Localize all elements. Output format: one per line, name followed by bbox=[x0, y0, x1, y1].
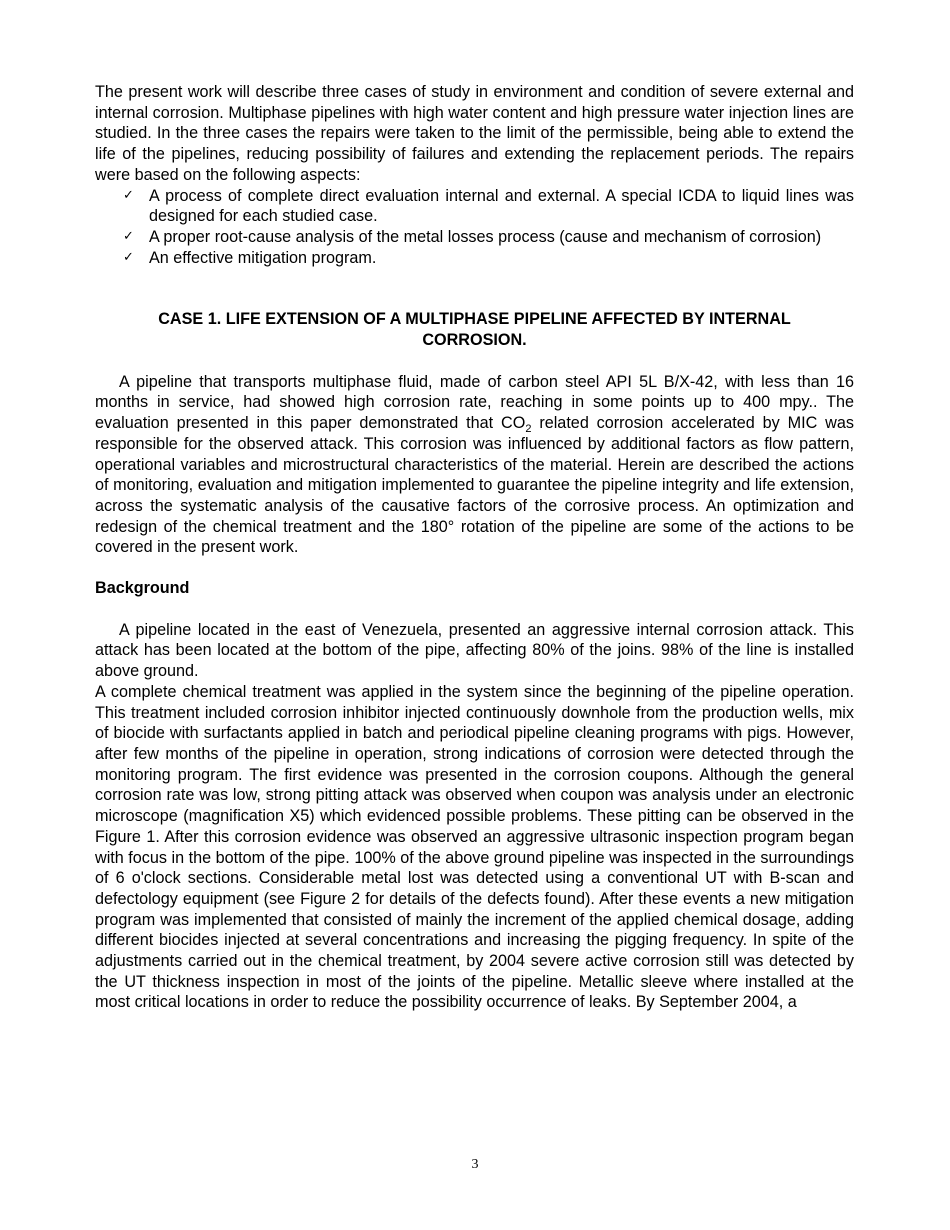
case-1-abstract-part1: A pipeline that transports multiphase fluid, made of carbon steel API 5L B/X-42, with less than 16 months in service, had showed high corrosion rate, reaching in some points up to 400 mpy.. The evaluation presented in this paper demonstrated that CO bbox=[95, 372, 854, 433]
check-icon: ✓ bbox=[123, 228, 134, 244]
case-1-heading: CASE 1. LIFE EXTENSION OF A MULTIPHASE PIPELINE AFFECTED BY INTERNAL CORROSION. bbox=[158, 310, 791, 350]
background-paragraph-2: A complete chemical treatment was applied in the system since the beginning of the pipeline operation. This treatment included corrosion inhibitor injected continuously downhole from the production wells, mix of biocide with surfactants applied in batch and periodical pipeline cleaning programs with pigs. However, after few months of the pipeline in operation, strong indications of corrosion were detected through the monitoring program. The first evidence was presented in the corrosion coupons. Although the general corrosion rate was low, strong pitting attack was observed when coupon was analysis under an electronic microscope (magnification X5) which evidenced possible problems. These pitting can be observed in the Figure 1. After this corrosion evidence was observed an aggressive ultrasonic inspection program began with focus in the bottom of the pipe. 100% of the above ground pipeline was inspected in the surroundings of 6 o'clock sections. Considerable metal lost was detected using a conventional UT with B-scan and defectology equipment (see Figure 2 for details of the defects found). After these events a new mitigation program was implemented that consisted of mainly the increment of the applied chemical dosage, adding different biocides injected at several concentrations and increasing the pigging frequency. In spite of the adjustments carried out in the chemical treatment, by 2004 severe active corrosion still was detected by the UT thickness inspection in most of the joints of the pipeline. Metallic sleeve where installed at the most critical locations in order to reduce the possibility occurrence of leaks. By September 2004, a bbox=[95, 682, 854, 1012]
case-1-abstract-part2: related corrosion accelerated by MIC was responsible for the observed attack. This corrosion was influenced by additional factors as flow pattern, operational variables and microstructural characteristics of the material. Herein are described the actions of monitoring, evaluation and mitigation implemented to guarantee the pipeline integrity and life extension, across the systematic analysis of the causative factors of the corrosive process. An optimization and redesign of the chemical treatment and the 180° rotation of the pipeline are some of the actions to be covered in the present work. bbox=[95, 414, 854, 557]
page-number: 3 bbox=[471, 1157, 479, 1172]
document-page bbox=[95, 82, 854, 1013]
background-paragraph-1: A pipeline located in the east of Venezuela, presented an aggressive internal corrosion attack. This attack has been located at the bottom of the pipe, affecting 80% of the joins. 98% of the line is installed above ground. bbox=[95, 620, 854, 681]
background-heading: Background bbox=[95, 579, 190, 598]
list-item-text: A process of complete direct evaluation internal and external. A special ICDA to liquid lines was designed for each studied case. bbox=[149, 186, 854, 226]
list-item bbox=[123, 248, 854, 269]
list-item-text: A proper root-cause analysis of the metal losses process (cause and mechanism of corrosion) bbox=[149, 227, 822, 246]
aspects-list bbox=[95, 186, 854, 269]
case-1-abstract bbox=[95, 372, 854, 558]
list-item bbox=[123, 227, 854, 248]
check-icon: ✓ bbox=[123, 187, 134, 203]
intro-paragraph: The present work will describe three cases of study in environment and condition of severe external and internal corrosion. Multiphase pipelines with high water content and high pressure water injection lines are studied. In the three cases the repairs were taken to the limit of the permissible, being able to extend the life of the pipelines, reducing possibility of failures and extending the replacement periods. The repairs were based on the following aspects: bbox=[95, 83, 854, 184]
list-item-text: An effective mitigation program. bbox=[149, 248, 377, 267]
list-item bbox=[123, 186, 854, 227]
check-icon: ✓ bbox=[123, 249, 134, 265]
co2-subscript: 2 bbox=[525, 423, 532, 436]
